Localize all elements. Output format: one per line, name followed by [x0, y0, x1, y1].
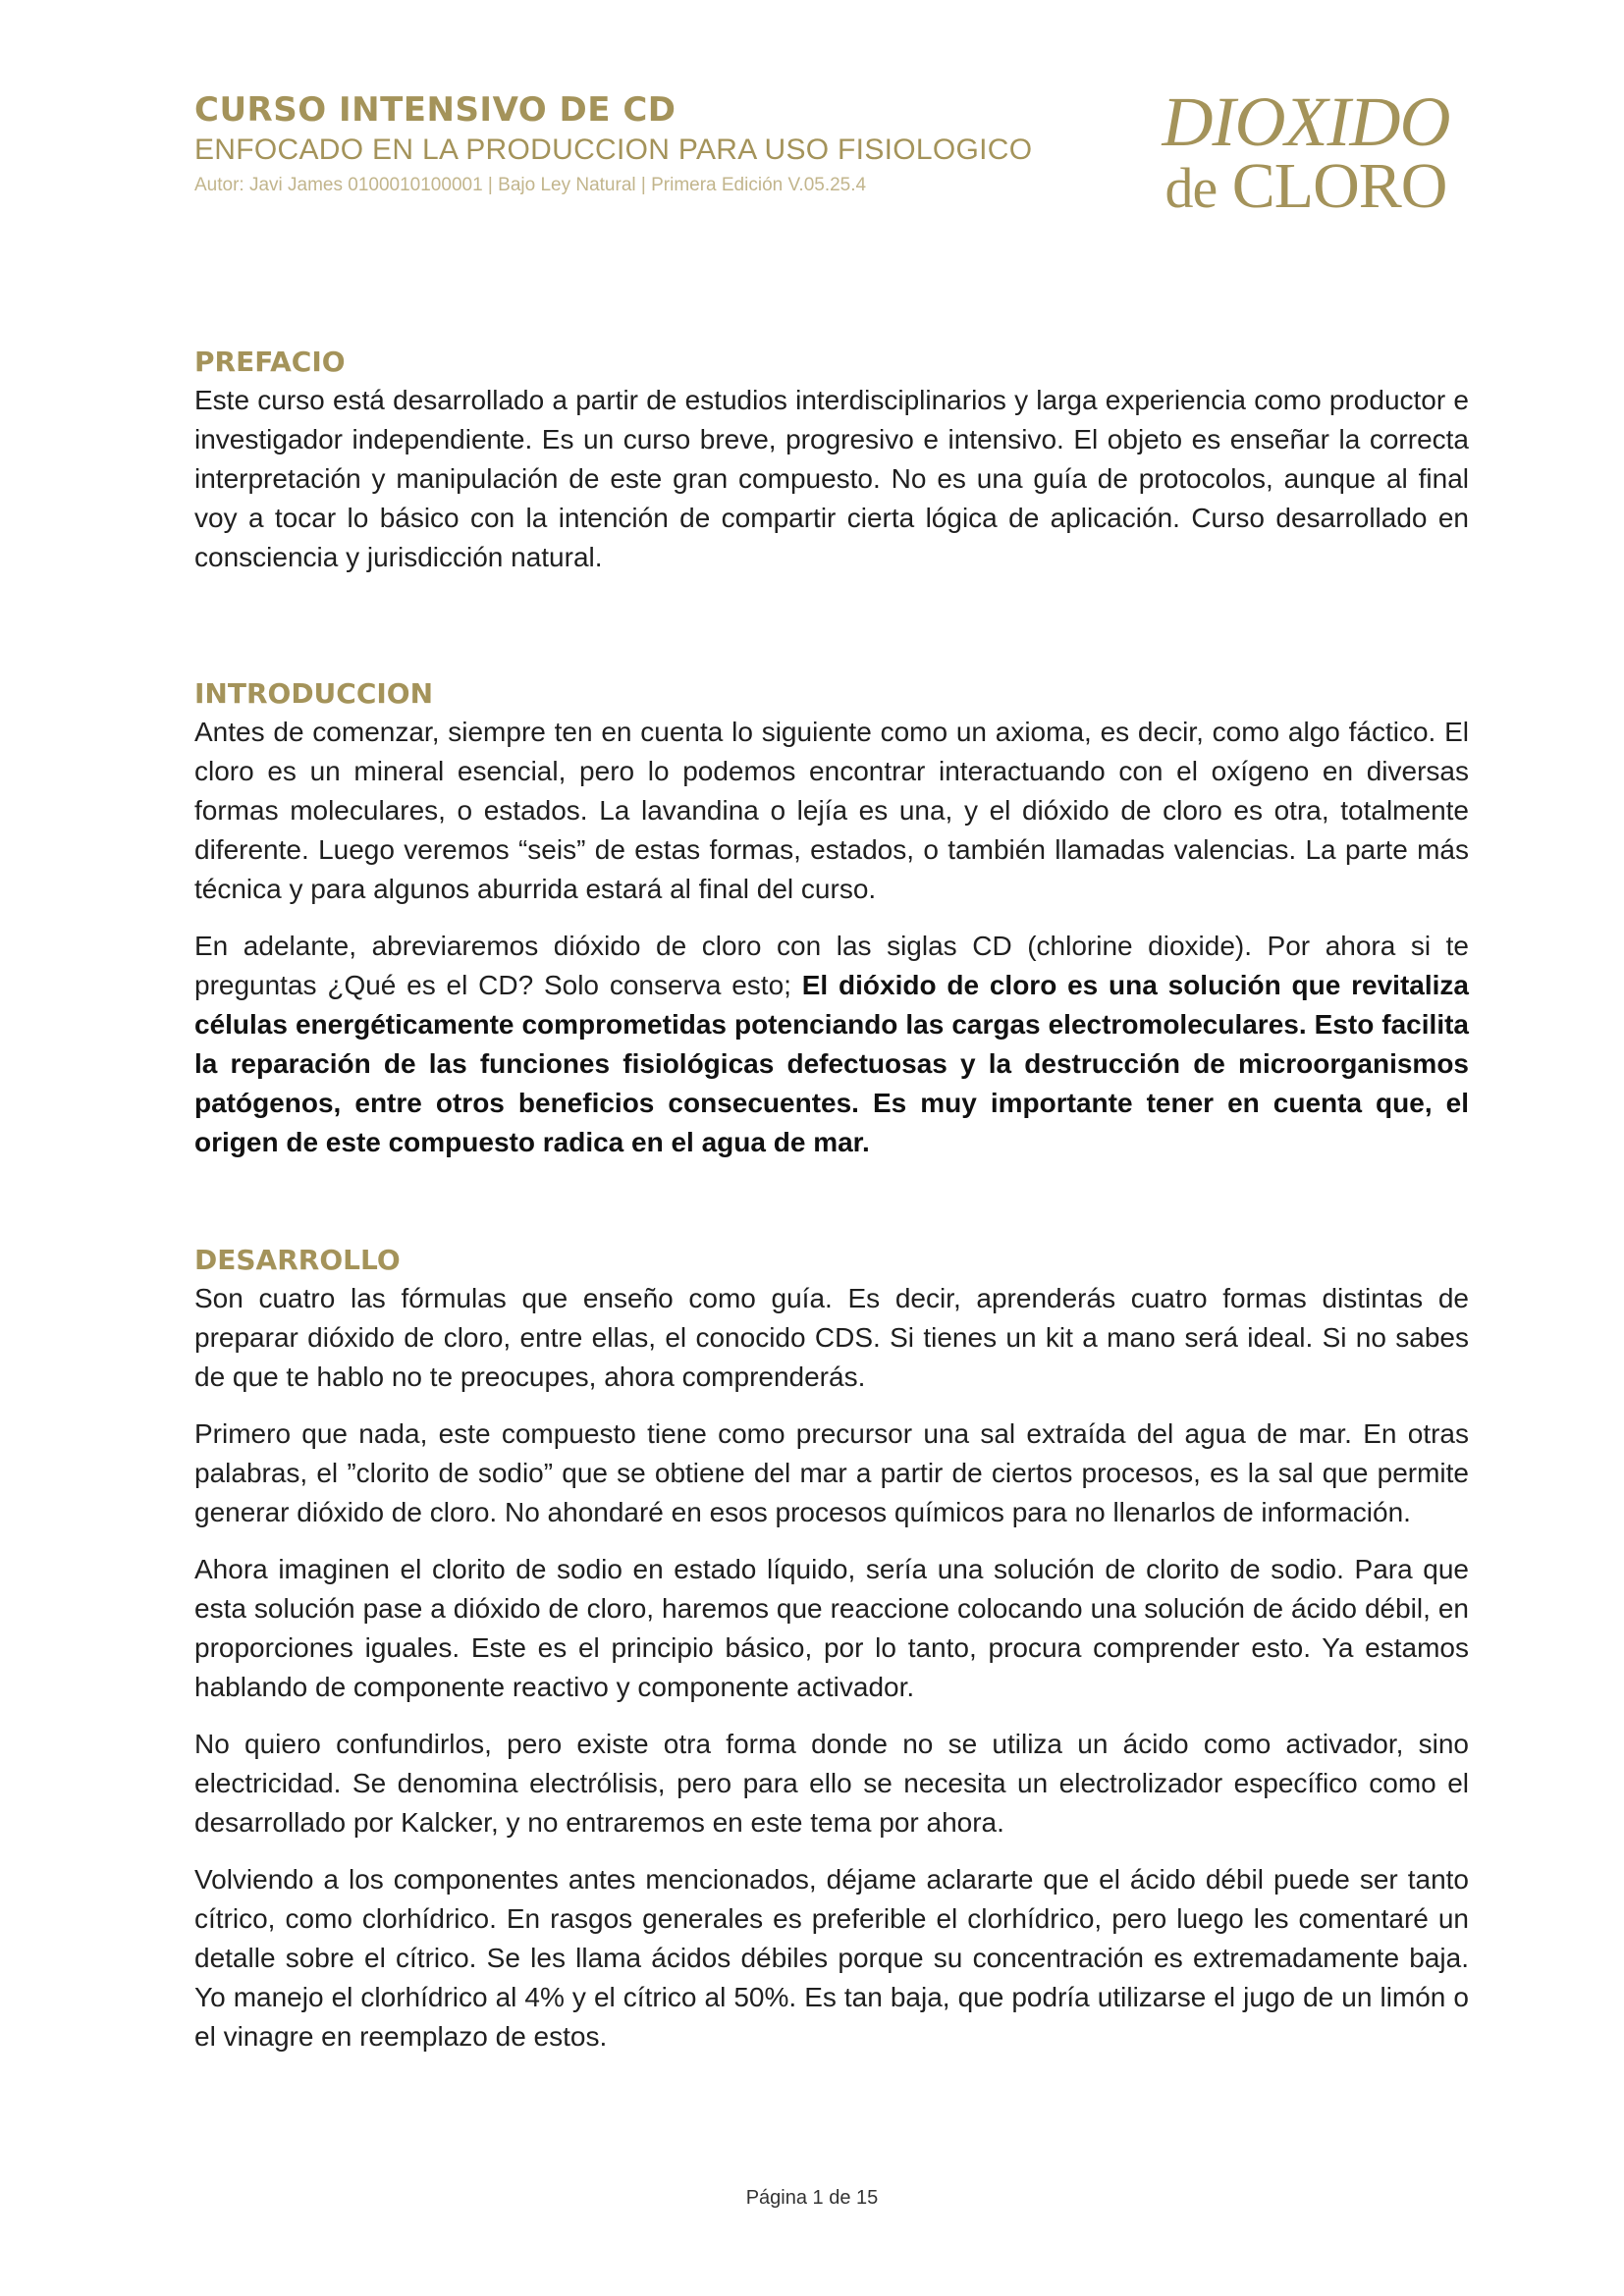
paragraph: No quiero confundirlos, pero existe otra forma donde no se utiliza un ácido como activador, sino electricidad. Se denomina electrólisis, pero para ello se necesita un electrolizador específico como el desarrollado por Kalcker, y no entraremos en este tema por ahora. — [194, 1729, 1469, 1838]
paragraph-plain-text: En adelante, abreviaremos dióxido de cloro con las siglas CD (chlorine dioxide). Por ahora si te preguntas ¿Qué es el CD? Solo conserva esto; — [194, 931, 1469, 1000]
section-heading-introduccion: INTRODUCCION — [194, 677, 434, 710]
paragraph: Antes de comenzar, siempre ten en cuenta lo siguiente como un axioma, es decir, como algo fáctico. El cloro es un mineral esencial, pero lo podemos encontrar interactuando con el oxígeno en diversas formas moleculares, o estados. La lavandina o lejía es una, y el dióxido de cloro es otra, totalmente diferente. Luego veremos “seis” de estas formas, estados, o también llamadas valencias. La parte más técnica y para algunos aburrida estará al final del curso. — [194, 717, 1469, 904]
page-number-footer: Página 1 de 15 — [745, 2187, 879, 2209]
paragraph: Son cuatro las fórmulas que enseño como guía. Es decir, aprenderás cuatro formas distintas de preparar dióxido de cloro, entre ellas, el conocido CDS. Si tienes un kit a mano será ideal. Si no sabes de que te hablo no te preocupes, ahora comprenderás. — [194, 1283, 1469, 1392]
section-introduccion — [194, 675, 1469, 1162]
course-subtitle: ENFOCADO EN LA PRODUCCION PARA USO FISIOLOGICO — [194, 133, 1033, 166]
logo-line-de-cloro — [1129, 150, 1483, 222]
logo-line-dioxido: DIOXIDO — [1162, 82, 1450, 161]
paragraph: Primero que nada, este compuesto tiene como precursor una sal extraída del agua de mar. En otras palabras, el ”clorito de sodio” que se obtiene del mar a partir de ciertos procesos, es la sal que permite generar dióxido de cloro. No ahondaré en esos procesos químicos para no llenarlos de información. — [194, 1418, 1469, 1527]
paragraph: Este curso está desarrollado a partir de estudios interdisciplinarios y larga experiencia como productor e investigador independiente. Es un curso breve, progresivo e intensivo. El objeto es enseñar la correcta interpretación y manipulación de este gran compuesto. No es una guía de protocolos, aunque al final voy a tocar lo básico con la intención de compartir cierta lógica de aplicación. Curso desarrollado en consciencia y jurisdicción natural. — [194, 385, 1469, 572]
definition-bold-text: El dióxido de cloro es una solución que revitaliza células energéticamente comprometidas potenciando las cargas electromoleculares. Esto facilita la reparación de las funciones fisiológicas defectuosas y la destrucción de microorganismos patógenos, entre otros beneficios consecuentes. Es muy importante tener en cuenta que, el origen de este compuesto radica en el agua de mar. — [194, 970, 1469, 1157]
section-desarrollo — [194, 1242, 1469, 2056]
logo-word-cloro: CLORO — [1231, 150, 1447, 222]
dioxido-de-cloro-logo — [1129, 82, 1483, 222]
paragraph: Ahora imaginen el clorito de sodio en estado líquido, sería una solución de clorito de sodio. Para que esta solución pase a dióxido de cloro, haremos que reaccione colocando una solución de ácido débil, en proporciones iguales. Este es el principio básico, por lo tanto, procura comprender esto. Ya estamos hablando de componente reactivo y componente activador. — [194, 1554, 1469, 1702]
course-title: CURSO INTENSIVO DE CD — [194, 90, 677, 130]
paragraph-definition — [194, 927, 1469, 1162]
section-prefacio — [194, 344, 1469, 577]
section-heading-prefacio: PREFACIO — [194, 346, 346, 378]
section-heading-desarrollo: DESARROLLO — [194, 1244, 401, 1276]
paragraph: Volviendo a los componentes antes mencionados, déjame aclararte que el ácido débil puede ser tanto cítrico, como clorhídrico. En rasgos generales es preferible el clorhídrico, pero luego les comentaré un detalle sobre el cítrico. Se les llama ácidos débiles porque su concentración es extremadamente baja. Yo manejo el clorhídrico al 4% y el cítrico al 50%. Es tan baja, que podría utilizarse el jugo de un limón o el vinagre en reemplazo de estos. — [194, 1864, 1469, 2052]
document-header — [194, 90, 1078, 198]
logo-word-de: de — [1164, 156, 1218, 220]
author-meta: Autor: Javi James 0100010100001 | Bajo Ley Natural | Primera Edición V.05.25.4 — [194, 175, 867, 195]
